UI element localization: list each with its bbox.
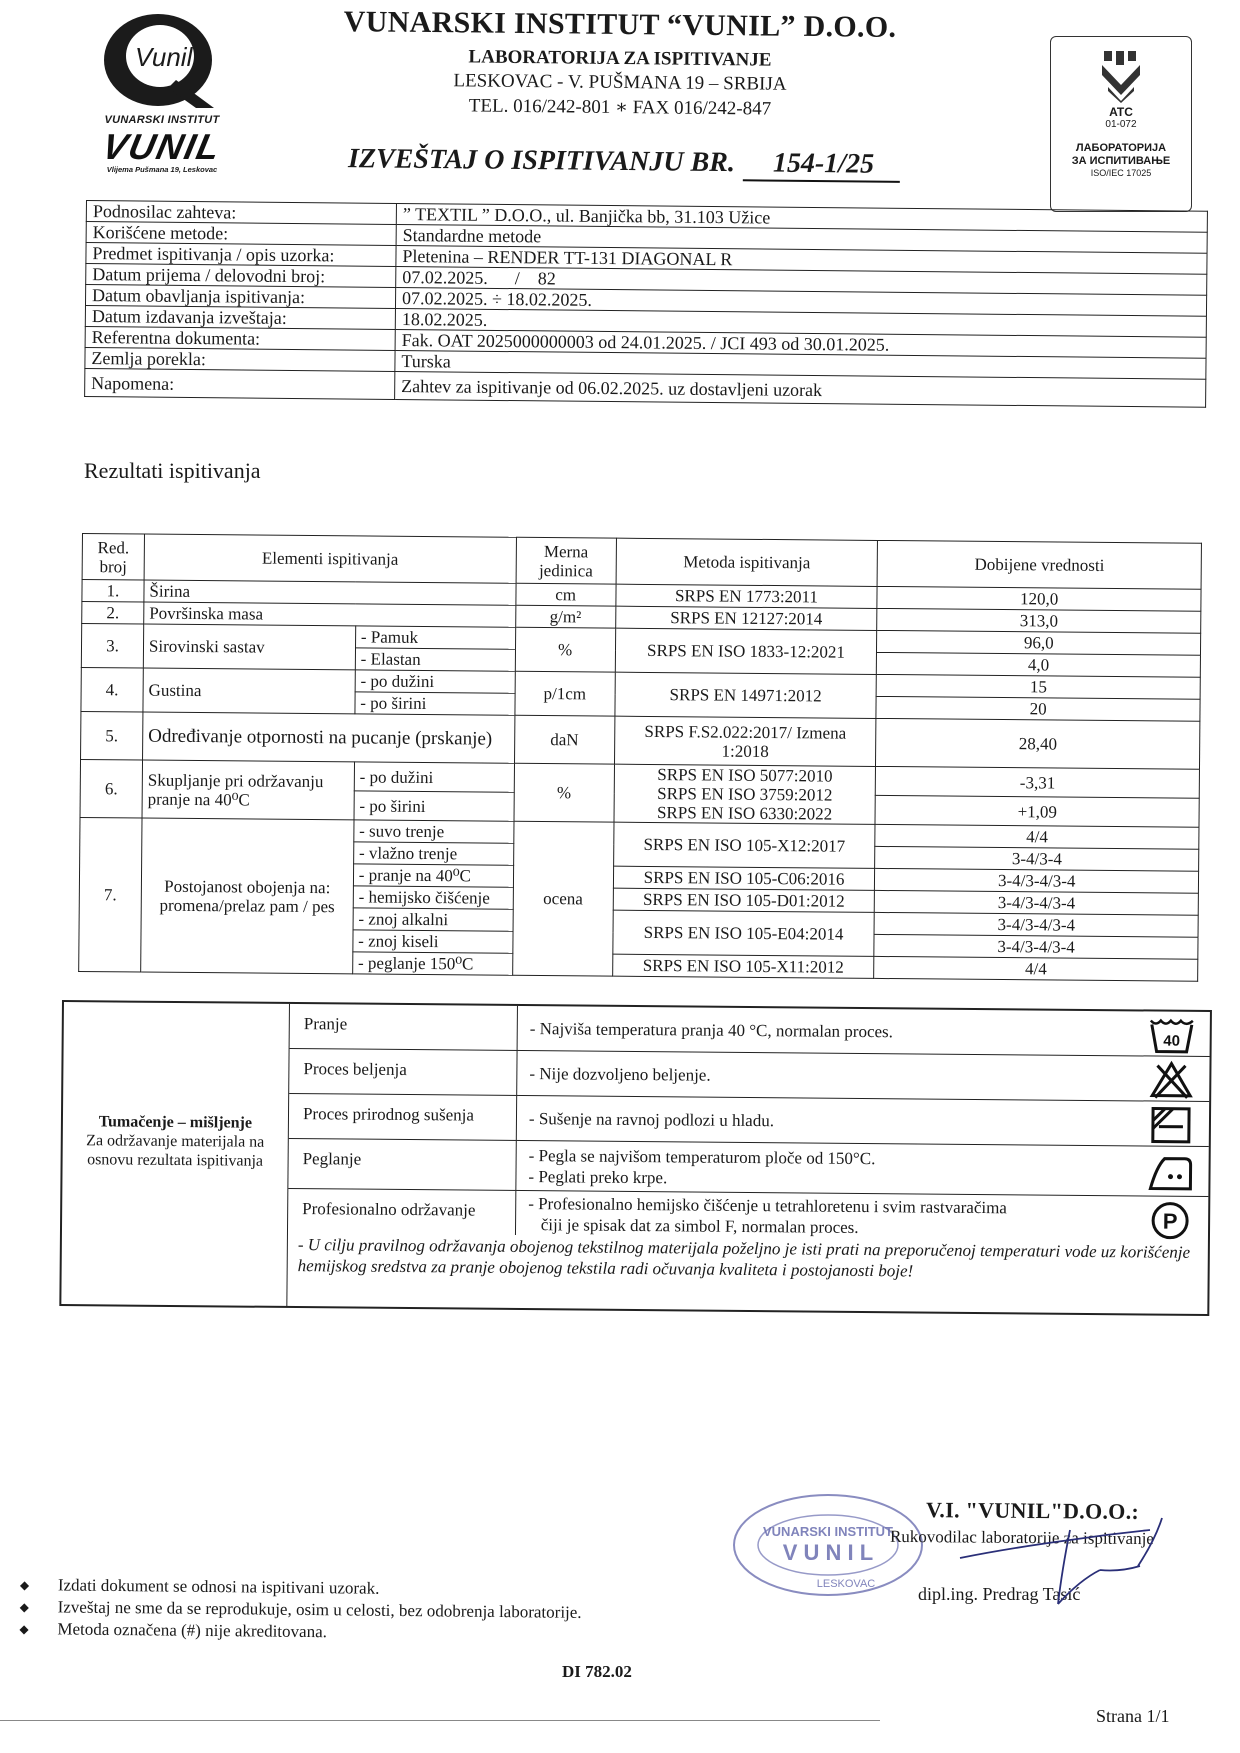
svg-text:P: P — [1162, 1208, 1178, 1234]
care-key: Profesionalno održavanje — [288, 1189, 516, 1235]
info-label: Korišćene metode: — [86, 222, 396, 246]
report-number: 154-1/25 — [743, 147, 900, 183]
signature-name: dipl.ing. Predrag Tasić — [918, 1584, 1081, 1604]
accreditation-badge — [1050, 36, 1192, 212]
footer-note: ◆ Izveštaj ne sme da se reprodukuje, osim u celosti, bez odobrenja laboratorije. — [20, 1596, 582, 1624]
no-bleach-icon — [1147, 1059, 1195, 1099]
header-lab: LABORATORIJA ZA ISPITIVANJE — [468, 46, 772, 71]
info-value: 18.02.2025. — [395, 308, 1206, 337]
care-value-line: - Pegla se najvišom temperaturom ploče od 150°C. — [528, 1146, 876, 1169]
care-note: - U cilju pravilnog održavanja obojenog tekstilnog materijala poželjno je isti prati na preporučenoj temperaturi vode uz korišćenje hemijskog sredstva za pranje obojenog tekstila radi očuvanja kvaliteta i postojanosti boje! — [297, 1235, 1191, 1281]
svg-text:40: 40 — [1163, 1032, 1181, 1050]
request-info-table — [84, 200, 1208, 408]
atc-number: 01-072 — [1105, 119, 1137, 130]
row-method: SRPS EN ISO 105-C06:2016 — [613, 866, 875, 890]
atc-lab-line1: ЛАБОРАТОРИЈА — [1075, 142, 1167, 154]
row-value: 15 — [877, 674, 1201, 699]
footer-note: ◆ Izdati dokument se odnosi na ispitivani uzorak. — [20, 1574, 582, 1602]
row-sub-element: - Elastan — [355, 648, 515, 671]
care-value-line: - Profesionalno hemijsko čišćenje u tetrahloretenu i svim rastvaračima — [528, 1194, 1007, 1218]
header-phone: TEL. 016/242-801 ∗ FAX 016/242-847 — [468, 95, 772, 120]
atc-name: ATC — [1109, 105, 1133, 119]
care-instructions-table — [59, 1000, 1212, 1316]
row-method: SRPS EN ISO 105-D01:2012 — [613, 888, 875, 912]
info-value: Pletenina – RENDER TT-131 DIAGONAL R — [396, 245, 1207, 274]
info-label: Podnosilac zahteva: — [86, 201, 396, 225]
care-key: Pranje — [290, 1004, 518, 1050]
row-method-line: SRPS EN ISO 5077:2010 — [657, 765, 833, 786]
atc-logo-icon — [1098, 51, 1144, 103]
atc-lab-text — [1051, 142, 1191, 168]
info-value: ” TEXTIL ” D.O.O., ul. Banjička bb, 31.103 Užice — [396, 203, 1207, 232]
results-heading: Rezultati ispitivanja — [84, 458, 261, 483]
row-method: SRPS EN ISO 105-E04:2014 — [613, 910, 875, 956]
row-value: 3-4/3-4/3-4 — [875, 868, 1199, 893]
logo-address-text: Vlijema Pušmana 19, Leskovac — [106, 165, 218, 174]
results-table — [78, 533, 1202, 982]
footer-notes — [19, 1574, 582, 1646]
care-value-line: čiji je spisak dat za simbol F, normalan proces. — [527, 1215, 859, 1237]
care-interpretation-title: Tumačenje – mišljenje — [98, 1113, 253, 1132]
row-sub-element: - peglanje 150⁰C — [352, 952, 512, 975]
row-method-line: SRPS EN ISO 3759:2012 — [657, 784, 833, 805]
care-value — [528, 1191, 1007, 1239]
signature-company: V.I. "VUNIL"D.O.O.: — [925, 1497, 1140, 1524]
care-value: - Najviša temperatura pranja 40 °C, normalan proces. — [529, 1019, 894, 1042]
row-unit: % — [515, 627, 615, 672]
row-value: 20 — [876, 696, 1200, 721]
row-no: 4. — [81, 667, 143, 712]
care-row-professional — [288, 1189, 1208, 1241]
care-value-line: - Peglati preko krpe. — [528, 1167, 668, 1188]
row-sub-element: - Pamuk — [355, 626, 515, 649]
row-sub-element: - po dužini — [354, 762, 514, 792]
row-value: 3-4/3-4/3-4 — [875, 890, 1199, 915]
svg-text:LESKOVAC: LESKOVAC — [816, 1578, 876, 1590]
row-value: 4/4 — [874, 956, 1198, 981]
row-method: SRPS EN ISO 1833-12:2021 — [615, 628, 877, 674]
row-value: 4/4 — [875, 824, 1199, 849]
row-sub-element: - znoj kiseli — [353, 930, 513, 953]
footer-divider — [0, 1720, 880, 1721]
care-row-washing — [290, 1004, 1210, 1057]
row-no: 5. — [81, 711, 143, 760]
row-sub-element: - po dužini — [355, 670, 515, 693]
row-value: 3-4/3-4 — [875, 846, 1199, 871]
info-value: Fak. OAT 2025000000003 od 24.01.2025. / JCI 493 od 30.01.2025. — [395, 329, 1206, 358]
col-header-value: Dobijene vrednosti — [877, 540, 1201, 589]
row-sub-element: - znoj alkalni — [353, 908, 513, 931]
institute-logo — [92, 8, 232, 174]
info-label: Predmet ispitivanja / opis uzorka: — [86, 243, 396, 267]
header-address: LESKOVAC - V. PUŠMANA 19 – SRBIJA — [453, 70, 787, 95]
row-sub-element: - hemijsko čišćenje — [353, 886, 513, 909]
svg-text:Vunil: Vunil — [135, 42, 193, 72]
row-no: 3. — [81, 624, 143, 669]
row-element: Širina — [144, 580, 516, 605]
report-title-prefix: IZVEŠTAJ O ISPITIVANJU BR. — [347, 143, 736, 179]
handwritten-signature — [950, 1500, 1180, 1620]
flat-dry-shade-icon — [1147, 1104, 1195, 1144]
wash-40-icon — [1148, 1014, 1196, 1054]
iron-medium-icon — [1146, 1152, 1194, 1192]
page-number: Strana 1/1 — [1096, 1706, 1170, 1726]
row-method-line: SRPS EN ISO 6330:2022 — [656, 803, 833, 824]
row-value: 3-4/3-4/3-4 — [874, 912, 1198, 937]
col-header-no: Red. broj — [82, 534, 144, 581]
care-value: - Nije dozvoljeno beljenje. — [529, 1064, 711, 1085]
row-element: Sirovinski sastav — [143, 624, 355, 670]
atc-iso: ISO/IEC 17025 — [1090, 168, 1152, 178]
row-element: Površinska masa — [144, 602, 516, 627]
row-method: SRPS EN ISO 105-X11:2012 — [612, 954, 874, 978]
footer-note: ◆ Metoda označena (#) nije akreditovana. — [19, 1618, 581, 1646]
info-label: Napomena: — [85, 368, 395, 399]
care-key: Peglanje — [288, 1139, 516, 1190]
col-header-unit: Merna jedinica — [516, 537, 616, 584]
row-element: Skupljanje pri održavanju pranje na 40⁰C — [142, 760, 354, 820]
row-no: 2. — [82, 602, 144, 625]
logo-name-text: VUNIL — [98, 126, 226, 167]
row-unit: p/1cm — [515, 671, 615, 716]
care-row-ironing — [288, 1139, 1208, 1197]
document-code: DI 782.02 — [562, 1662, 632, 1681]
row-sub-element: - po širini — [354, 791, 514, 821]
info-value: Turska — [395, 350, 1206, 379]
row-value: 96,0 — [877, 630, 1201, 655]
row-method — [614, 764, 876, 824]
care-key: Proces prirodnog sušenja — [289, 1094, 517, 1140]
care-interpretation-text: Za održavanje materijala na osnovu rezultata ispitivanja — [86, 1132, 265, 1170]
info-label: Datum prijema / delovodni broj: — [86, 264, 396, 288]
row-unit: g/m² — [515, 605, 615, 628]
info-value: Standardne metode — [396, 224, 1207, 253]
row-no: 7. — [79, 817, 142, 972]
row-value: -3,31 — [876, 766, 1200, 798]
row-unit: ocena — [512, 821, 613, 976]
row-method: SRPS EN 12127:2014 — [615, 606, 877, 630]
row-sub-element: - pranje na 40⁰C — [353, 864, 513, 887]
svg-text:V U N I L: V U N I L — [782, 1540, 874, 1565]
row-no: 6. — [80, 759, 142, 818]
row-element: Gustina — [143, 668, 355, 714]
row-sub-element: - vlažno trenje — [353, 842, 513, 865]
row-unit: daN — [514, 715, 614, 764]
care-value: - Sušenje na ravnoj podlozi u hladu. — [528, 1109, 775, 1131]
row-method: SRPS EN 14971:2012 — [615, 672, 877, 718]
row-value: 120,0 — [877, 586, 1201, 611]
svg-text:VUNARSKI INSTITUT: VUNARSKI INSTITUT — [763, 1524, 893, 1539]
professional-clean-p-icon — [1146, 1199, 1194, 1239]
info-value: 07.02.2025. ÷ 18.02.2025. — [395, 287, 1206, 316]
row-unit: cm — [516, 583, 616, 606]
row-value: 3-4/3-4/3-4 — [874, 934, 1198, 959]
atc-lab-line2: ЗА ИСПИТИВАЊЕ — [1071, 155, 1171, 167]
care-interpretation — [61, 1002, 290, 1306]
row-sub-element: - po širini — [355, 692, 515, 715]
logo-institute-text: VUNARSKI INSTITUT — [104, 114, 220, 126]
row-method: SRPS EN ISO 105-X12:2017 — [613, 822, 875, 868]
row-no: 1. — [82, 580, 144, 603]
row-sub-element: - suvo trenje — [354, 820, 514, 843]
row-element: Postojanost obojenja na: promena/prelaz pam / pes — [141, 818, 354, 974]
care-row-drying — [289, 1094, 1209, 1147]
row-value: +1,09 — [875, 795, 1199, 827]
report-title — [348, 143, 900, 183]
info-value: 07.02.2025. / 82 — [396, 266, 1207, 295]
row-value: 28,40 — [876, 718, 1200, 769]
care-value — [528, 1141, 875, 1190]
q-logo-icon — [92, 8, 232, 112]
signature-role: Rukovodilac laboratorije za ispitivanje — [889, 1526, 1154, 1549]
row-value: 313,0 — [877, 608, 1201, 633]
row-method: SRPS F.S2.022:2017/ Izmena 1:2018 — [614, 716, 876, 766]
care-key: Proces beljenja — [289, 1049, 517, 1095]
info-label: Zemlja porekla: — [85, 347, 395, 371]
row-unit: % — [514, 763, 614, 822]
header-title: VUNARSKI INSTITUT “VUNIL” D.O.O. — [343, 5, 897, 44]
row-value: 4,0 — [877, 652, 1201, 677]
info-label: Datum izdavanja izveštaja: — [85, 305, 395, 329]
info-label: Datum obavljanja ispitivanja: — [85, 285, 395, 309]
info-value: Zahtev za ispitivanje od 06.02.2025. uz dostavljeni uzorak — [395, 371, 1206, 407]
info-label: Referentna dokumenta: — [85, 326, 395, 350]
row-element: Određivanje otpornosti na pucanje (prskanje) — [142, 712, 514, 763]
col-header-element: Elementi ispitivanja — [144, 534, 516, 583]
col-header-method: Metoda ispitivanja — [616, 538, 878, 586]
row-method: SRPS EN 1773:2011 — [616, 584, 878, 608]
care-row-bleaching — [289, 1049, 1209, 1102]
